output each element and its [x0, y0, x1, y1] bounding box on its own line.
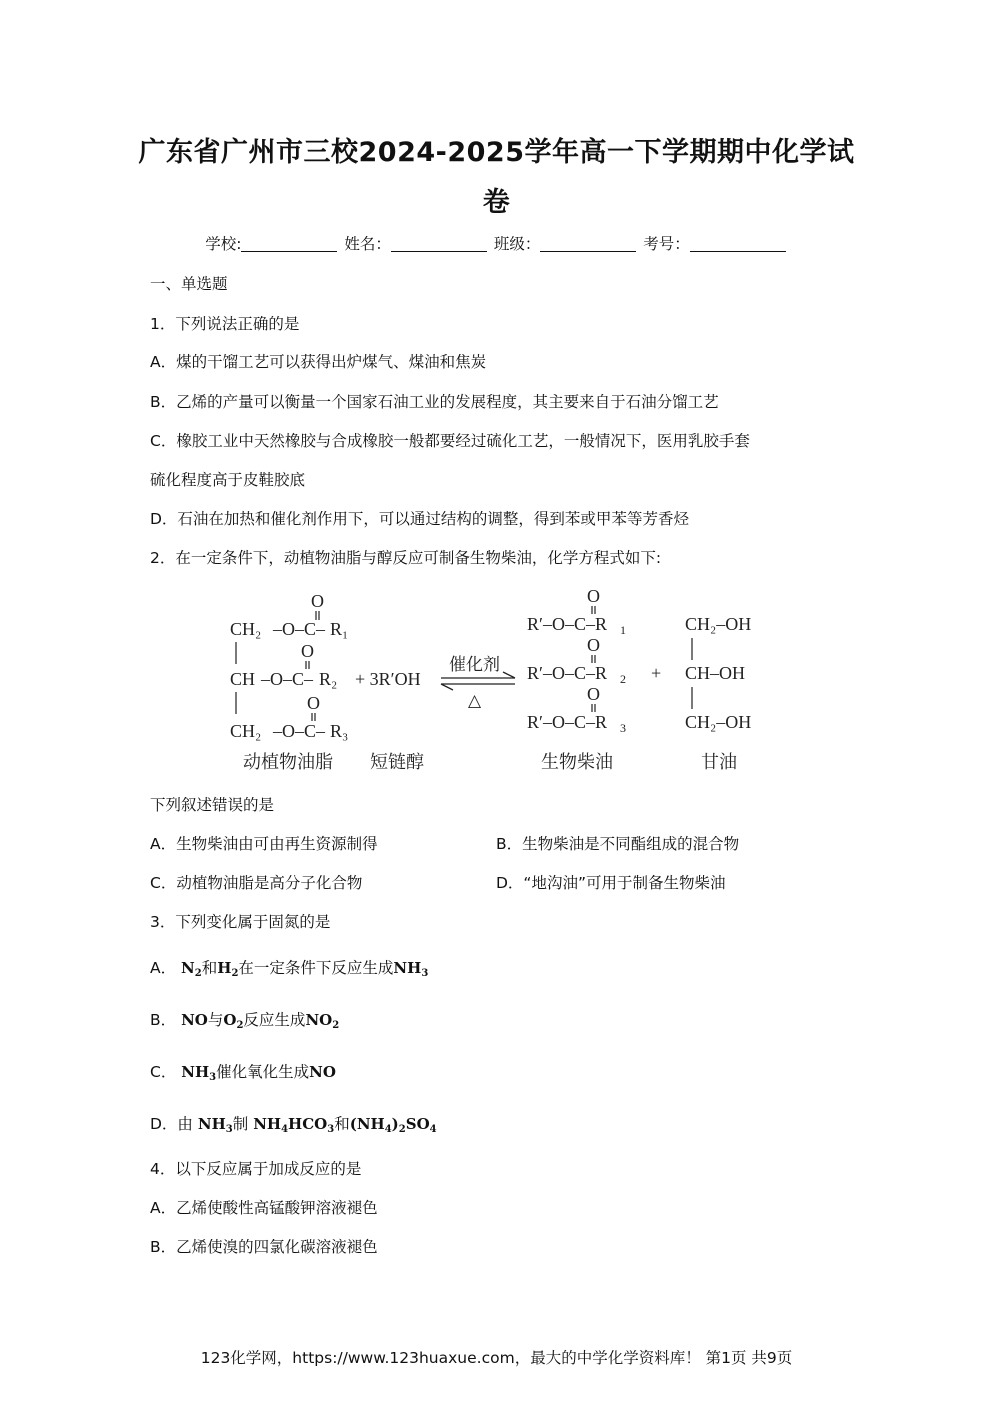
- eq-o-1: O: [311, 591, 324, 611]
- eq-biodiesel-3: R′–O–C–R: [527, 712, 607, 732]
- student-info: [0, 232, 993, 254]
- q3-stem: 3．下列变化属于固氮的是: [150, 913, 331, 931]
- eq-heat: △: [468, 691, 482, 711]
- q3-option-a: [150, 956, 428, 979]
- eq-ch2-top: CH₂: [230, 619, 262, 639]
- formula-nh3-c: $NH_3$: [181, 1063, 217, 1083]
- page-footer: 123化学网，https://www.123huaxue.com，最大的中学化学资料库！ 第1页 共9页: [200, 1349, 793, 1367]
- eq-sub-2: 2: [620, 672, 626, 686]
- formula-h2: $H_2$: [217, 959, 239, 979]
- eq-oc-1: –O–C–: [273, 619, 326, 639]
- q3-option-c: [150, 1060, 336, 1083]
- eq-o-6: O: [587, 684, 600, 704]
- eq-o-4: O: [587, 586, 600, 606]
- eq-biodiesel-2: R′–O–C–R: [527, 663, 607, 683]
- formula-nh3: $NH_3$: [393, 959, 429, 979]
- eq-sub-3: 3: [620, 721, 626, 735]
- name-blank[interactable]: [391, 235, 487, 252]
- eq-r3: R₃: [330, 721, 349, 741]
- q1-option-c-line2: 硫化程度高于皮鞋胶底: [150, 471, 306, 489]
- q3-b-text: 反应生成: [243, 1011, 306, 1029]
- eq-oc-2: –O–C–: [261, 669, 314, 689]
- q3-d-label: D．由: [150, 1115, 193, 1133]
- eq-plus: +: [651, 663, 662, 683]
- eq-label-alcohol: 短链醇: [370, 752, 424, 773]
- eq-sub-1: 1: [620, 623, 626, 637]
- formula-o2: $O_2$: [223, 1011, 244, 1031]
- school-blank[interactable]: [241, 235, 337, 252]
- section-heading: 一、单选题: [150, 275, 228, 293]
- q2-option-d: D．“地沟油”可用于制备生物柴油: [496, 874, 726, 892]
- formula-nh3-d: $NH_3$: [197, 1115, 233, 1135]
- eq-label-glycerol: 甘油: [701, 752, 737, 773]
- eq-glycerol-mid: CH–OH: [685, 663, 746, 683]
- name-label: 姓名：: [344, 235, 391, 253]
- eq-oc-3: –O–C–: [273, 721, 326, 741]
- q3-d-make: 制: [232, 1115, 249, 1133]
- eq-o-5: O: [587, 635, 600, 655]
- eq-r1: R₁: [330, 619, 349, 639]
- q3-option-b: [150, 1008, 339, 1031]
- q3-a-and: 和: [201, 959, 218, 977]
- formula-nh4hco3: $NH_4HCO_3$: [253, 1115, 335, 1135]
- q3-c-text: 催化氧化生成: [216, 1063, 310, 1081]
- q1-option-a: A．煤的干馏工艺可以获得出炉煤气、煤油和焦炭: [150, 353, 487, 371]
- number-blank[interactable]: [690, 235, 786, 252]
- title-line-2: 卷: [482, 187, 511, 218]
- class-blank[interactable]: [540, 235, 636, 252]
- eq-biodiesel-1: R′–O–C–R: [527, 614, 607, 634]
- eq-r2: R₂: [319, 669, 338, 689]
- eq-glycerol-top: CH₂–OH: [685, 614, 752, 634]
- eq-o-3: O: [307, 693, 320, 713]
- q3-option-d: [150, 1112, 437, 1135]
- eq-glycerol-bottom: CH₂–OH: [685, 712, 752, 732]
- eq-o-2: O: [301, 641, 314, 661]
- formula-n2: $N_2$: [181, 959, 202, 979]
- formula-no2: $NO_2$: [305, 1011, 340, 1031]
- q2-option-b: B．生物柴油是不同酯组成的混合物: [496, 835, 740, 853]
- q2-option-c: C．动植物油脂是高分子化合物: [150, 874, 363, 892]
- number-label: 考号：: [643, 235, 690, 253]
- eq-catalyst: 催化剂: [449, 655, 500, 675]
- eq-label-fat: 动植物油脂: [243, 752, 333, 773]
- q4-stem: 4．以下反应属于加成反应的是: [150, 1160, 362, 1178]
- q1-option-c-line1: C．橡胶工业中天然橡胶与合成橡胶一般都要经过硫化工艺，一般情况下，医用乳胶手套: [150, 432, 750, 450]
- q3-c-label: C．: [150, 1063, 177, 1081]
- q2-option-a: A．生物柴油由可由再生资源制得: [150, 835, 378, 853]
- q3-b-label: B．: [150, 1011, 177, 1029]
- school-label: 学校:: [205, 235, 242, 253]
- q2-stem: 2．在一定条件下，动植物油脂与醇反应可制备生物柴油，化学方程式如下:: [150, 549, 662, 567]
- q4-option-b: B．乙烯使溴的四氯化碳溶液褪色: [150, 1238, 378, 1256]
- reaction-equation: [215, 582, 785, 782]
- q1-option-b: B．乙烯的产量可以衡量一个国家石油工业的发展程度，其主要来自于石油分馏工艺: [150, 393, 719, 411]
- formula-no: NO: [181, 1011, 208, 1029]
- q3-b-with: 与: [207, 1011, 224, 1029]
- q2-sub-stem: 下列叙述错误的是: [150, 796, 275, 814]
- class-label: 班级：: [493, 235, 541, 253]
- eq-label-biodiesel: 生物柴油: [541, 752, 613, 773]
- q3-d-and: 和: [334, 1115, 350, 1133]
- q1-option-d: D．石油在加热和催化剂作用下，可以通过结构的调整，得到苯或甲苯等芳香烃: [150, 510, 689, 528]
- q4-option-a: A．乙烯使酸性高锰酸钾溶液褪色: [150, 1199, 378, 1217]
- eq-ch2-bottom: CH₂: [230, 721, 262, 741]
- formula-no-c: NO: [309, 1063, 336, 1081]
- eq-reagent: + 3R′OH: [355, 669, 421, 689]
- q1-stem: 1．下列说法正确的是: [150, 315, 300, 333]
- title-line-1: 广东省广州市三校2024-2025学年高一下学期期中化学试: [138, 137, 855, 168]
- formula-nh4-2so4: $(NH_4)_2SO_4$: [349, 1115, 437, 1135]
- eq-ch-mid: CH: [230, 669, 256, 689]
- q3-a-text: 在一定条件下反应生成: [238, 959, 394, 977]
- q3-a-label: A．: [150, 959, 177, 977]
